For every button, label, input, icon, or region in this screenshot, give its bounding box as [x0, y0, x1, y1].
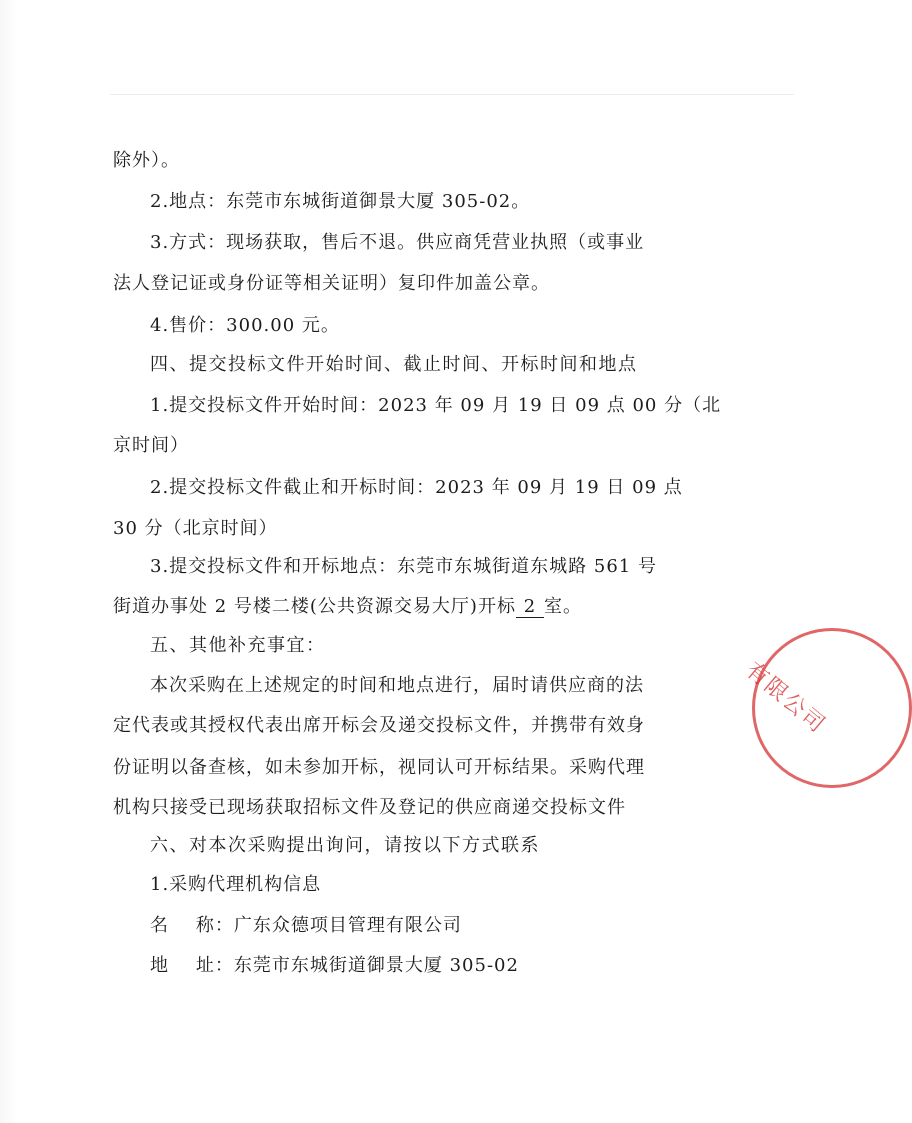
text-line-4: 法人登记证或身份证等相关证明）复印件加盖公章。	[113, 273, 550, 294]
text-line-7: 1.提交投标文件开始时间：2023 年 09 月 19 日 09 点 00 分（北	[150, 395, 722, 416]
text-line-17: 份证明以备查核，如未参加开标，视同认可开标结果。采购代理	[113, 757, 645, 778]
text-line-15: 本次采购在上述规定的时间和地点进行，届时请供应商的法	[150, 675, 644, 696]
text-line-9: 2.提交投标文件截止和开标时间：2023 年 09 月 19 日 09 点	[150, 477, 683, 498]
text-line-16: 定代表或其授权代表出席开标会及递交投标文件，并携带有效身	[113, 715, 645, 736]
agency-name-line: 名 称：广东众德项目管理有限公司	[150, 915, 462, 936]
text-line-8: 京时间）	[113, 435, 189, 456]
agency-address-line: 地 址：东莞市东城街道御景大厦 305-02	[150, 955, 519, 976]
text-line-10: 30 分（北京时间）	[113, 518, 278, 539]
section-heading-4: 四、提交投标文件开始时间、截止时间、开标时间和地点	[150, 354, 638, 375]
section-heading-6: 六、对本次采购提出询问，请按以下方式联系	[150, 835, 540, 856]
text-line-5: 4.售价：300.00 元。	[150, 315, 340, 336]
venue-text: 街道办事处 2 号楼二楼(公共资源交易大厅)开标	[113, 596, 516, 617]
company-seal-text: 有限公司	[740, 657, 831, 739]
text-line-18: 机构只接受已现场获取招标文件及登记的供应商递交投标文件	[113, 797, 626, 818]
room-number-underlined: 2	[516, 597, 544, 618]
text-line-20: 1.采购代理机构信息	[150, 874, 322, 895]
section-heading-5: 五、其他补充事宜：	[150, 635, 326, 656]
text-line-2: 2.地点：东莞市东城街道御景大厦 305-02。	[150, 191, 531, 212]
text-line-11: 3.提交投标文件和开标地点：东莞市东城街道东城路 561 号	[150, 556, 657, 577]
text-line-3: 3.方式：现场获取，售后不退。供应商凭营业执照（或事业	[150, 232, 645, 253]
page-header-rule	[110, 94, 794, 95]
text-line-12	[113, 594, 582, 620]
room-suffix: 室。	[543, 596, 582, 617]
scan-edge-shadow	[0, 0, 18, 1123]
text-line-1: 除外）。	[113, 150, 180, 171]
